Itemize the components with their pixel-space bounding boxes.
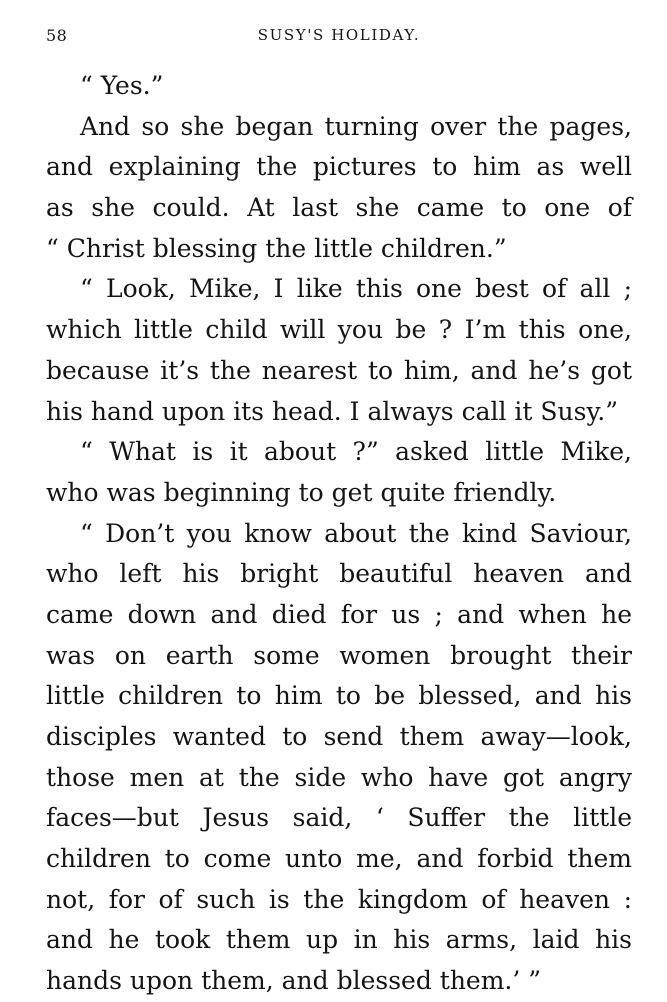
running-head: SUSY'S HOLIDAY.	[257, 26, 421, 44]
text-line: “ Don’t you know about the kind Saviour,	[80, 518, 632, 548]
text-line: and explaining the pictures to him as well	[46, 152, 632, 182]
text-line: disciples wanted to send them away—look,	[46, 722, 632, 751]
text-line: was on earth some women brought their	[46, 640, 632, 670]
text-line: came down and died for us ; and when he	[46, 599, 632, 629]
body-text	[46, 66, 632, 1002]
text-line: “ Yes.”	[80, 71, 164, 100]
text-line: little children to him to be blessed, and his	[46, 681, 632, 711]
text-line: “ Christ blessing the little children.”	[46, 233, 507, 263]
text-line: who left his bright beautiful heaven and	[46, 559, 632, 589]
text-line: “ What is it about ?” asked little Mike,	[80, 437, 632, 467]
page-header	[46, 26, 632, 50]
text-line: and he took them up in his arms, laid his	[46, 925, 632, 955]
text-line: hands upon them, and blessed them.’ ”	[46, 966, 542, 996]
text-line: children to come unto me, and forbid them	[46, 844, 632, 874]
text-line: those men at the side who have got angry	[46, 762, 632, 792]
text-line: as she could. At last she came to one of	[46, 193, 632, 223]
text-line: “ Look, Mike, I like this one best of all ;	[80, 274, 632, 304]
text-line: which little child will you be ? I’m this one,	[46, 315, 632, 345]
page-number: 58	[46, 26, 68, 45]
text-line: because it’s the nearest to him, and he’s got	[46, 355, 632, 385]
text-line: his hand upon its head. I always call it Susy.”	[46, 396, 618, 426]
text-line: not, for of such is the kingdom of heaven :	[46, 884, 632, 914]
text-line: who was beginning to get quite friendly.	[46, 477, 557, 507]
text-line: faces—but Jesus said, ‘ Suffer the little	[46, 803, 632, 833]
text-line: And so she began turning over the pages,	[80, 111, 632, 141]
